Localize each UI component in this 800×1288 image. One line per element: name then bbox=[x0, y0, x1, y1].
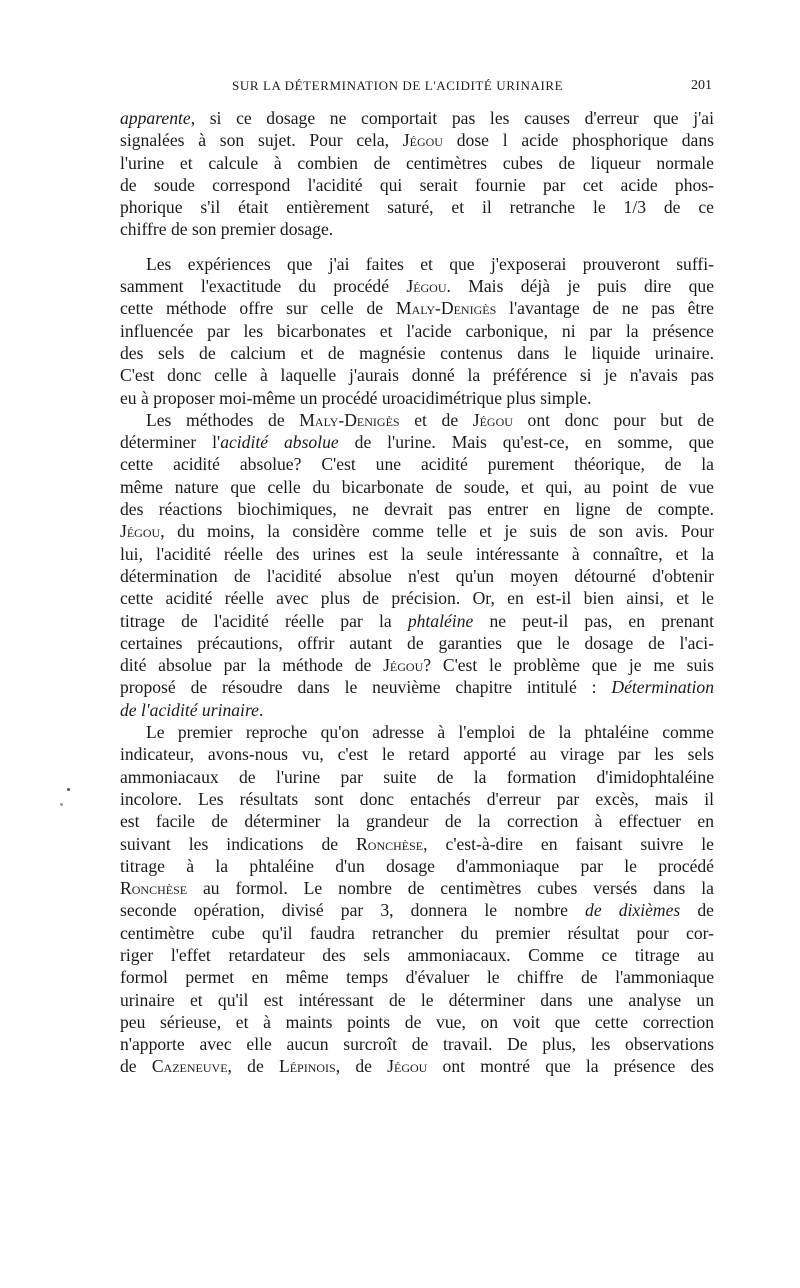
text-line: Les méthodes de Maly-Denigès et de Jégou ont donc pour but de bbox=[146, 409, 714, 430]
author-name: Jégou bbox=[472, 409, 513, 430]
running-title: SUR LA DÉTERMINATION DE L'ACIDITÉ URINAIRE bbox=[232, 78, 564, 93]
page-number: 201 bbox=[691, 78, 712, 93]
author-name: Jégou bbox=[402, 130, 443, 151]
text-line: ammoniacaux de l'urine par suite de la formation d'imidophtaléine bbox=[120, 766, 714, 787]
author-name: Ronchèse bbox=[120, 878, 188, 899]
text-line: dité absolue par la méthode de Jégou? C'est le problème que je me suis bbox=[120, 655, 714, 676]
text-line: urinaire et qu'il est intéressant de le déterminer dans une analyse un bbox=[120, 989, 714, 1010]
text-line: même nature que celle du bicarbonate de soude, et qui, au point de vue bbox=[120, 476, 714, 497]
body-text bbox=[120, 107, 714, 1078]
author-name: Maly-Denigès bbox=[299, 409, 400, 430]
author-name: Jégou bbox=[120, 521, 161, 542]
text-line: Ronchèse au formol. Le nombre de centimètres cubes versés dans la bbox=[120, 878, 714, 899]
text-line: eu à proposer moi-même un procédé uroacidimétrique plus simple. bbox=[120, 387, 592, 408]
text-line: Le premier reproche qu'on adresse à l'emploi de la phtaléine comme bbox=[146, 722, 714, 743]
author-name: Maly-Denigès bbox=[395, 298, 497, 319]
text-line: signalées à son sujet. Pour cela, Jégou dose l acide phosphorique dans bbox=[120, 130, 714, 151]
text-line: Les expériences que j'ai faites et que j'exposerai prouveront suffi- bbox=[146, 253, 714, 274]
text-line: peu sérieuse, et à maints points de vue, on voit que cette correction bbox=[120, 1011, 714, 1032]
author-name: Jégou bbox=[387, 1056, 428, 1077]
text-line: cette acidité absolue? C'est une acidité purement théorique, de la bbox=[120, 454, 714, 475]
author-name: Ronchèse bbox=[356, 833, 424, 854]
text-line: Jégou, du moins, la considère comme telle et je suis de son avis. Pour bbox=[120, 521, 714, 542]
text-line: des réactions biochimiques, ne devrait pas entrer en ligne de compte. bbox=[120, 499, 714, 520]
text-line: phorique s'il était entièrement saturé, et il retranche le 1/3 de ce bbox=[120, 197, 714, 218]
text-line: chiffre de son premier dosage. bbox=[120, 219, 334, 240]
text-line: indicateur, avons-nous vu, c'est le retard apporté au virage par les sels bbox=[120, 744, 714, 765]
text-line: de l'acidité urinaire. bbox=[120, 699, 264, 720]
text-line: est facile de déterminer la grandeur de la correction à effectuer en bbox=[120, 811, 714, 832]
text-line: riger l'effet retardateur des sels ammoniacaux. Comme ce titrage au bbox=[120, 944, 714, 965]
text-line: proposé de résoudre dans le neuvième chapitre intitulé : Détermination bbox=[120, 677, 714, 698]
text-line: cette méthode offre sur celle de Maly-Denigès l'avantage de ne pas être bbox=[120, 298, 714, 319]
text-line: suivant les indications de Ronchèse, c'est-à-dire en faisant suivre le bbox=[120, 833, 714, 854]
text-line: n'apporte avec elle aucun surcroît de travail. De plus, les observations bbox=[120, 1034, 714, 1055]
text-line: incolore. Les résultats sont donc entachés d'erreur par excès, mais il bbox=[120, 788, 714, 809]
text-line: seconde opération, divisé par 3, donnera le nombre de dixièmes de bbox=[120, 900, 714, 921]
text-line: titrage de l'acidité réelle par la phtaléine ne peut-il pas, en prenant bbox=[120, 610, 714, 631]
text-line: apparente, si ce dosage ne comportait pas les causes d'erreur que j'ai bbox=[120, 108, 714, 128]
text-line: de soude correspond l'acidité qui serait fournie par cet acide phos- bbox=[120, 174, 714, 195]
text-line: titrage à la phtaléine d'un dosage d'ammoniaque par le procédé bbox=[120, 855, 714, 876]
text-line: influencée par les bicarbonates et l'acide carbonique, ni par la présence bbox=[120, 320, 714, 341]
text-line: détermination de l'acidité absolue n'est qu'un moyen détourné d'obtenir bbox=[120, 565, 714, 586]
text-line: centimètre cube qu'il faudra retrancher du premier résultat pour cor- bbox=[120, 922, 714, 943]
author-name: Cazeneuve bbox=[151, 1056, 228, 1077]
text-line: l'urine et calcule à combien de centimètres cubes de liqueur normale bbox=[120, 152, 714, 173]
text-line: samment l'exactitude du procédé Jégou. Mais déjà je puis dire que bbox=[120, 276, 715, 297]
text-line: lui, l'acidité réelle des urines est la seule intéressante à connaître, et la bbox=[120, 543, 714, 564]
text-line: C'est donc celle à laquelle j'aurais donné la préférence si je n'avais pas bbox=[120, 365, 714, 386]
margin-speck bbox=[67, 788, 70, 791]
text-line: formol permet en même temps d'évaluer le chiffre de l'ammoniaque bbox=[120, 967, 714, 988]
text-line: certaines précautions, offrir autant de garanties que le dosage de l'aci- bbox=[120, 632, 714, 653]
text-line: des sels de calcium et de magnésie contenus dans le liquide urinaire. bbox=[120, 342, 714, 363]
text-line: cette acidité réelle avec plus de précision. Or, en est-il bien ainsi, et le bbox=[120, 588, 714, 609]
text-line: déterminer l'acidité absolue de l'urine. Mais qu'est-ce, en somme, que bbox=[120, 432, 714, 453]
author-name: Jégou bbox=[406, 276, 447, 297]
author-name: Lépinois bbox=[278, 1056, 336, 1077]
margin-speck bbox=[60, 803, 63, 806]
author-name: Jégou bbox=[383, 655, 424, 676]
text-line: de Cazeneuve, de Lépinois, de Jégou ont montré que la présence des bbox=[120, 1056, 714, 1077]
